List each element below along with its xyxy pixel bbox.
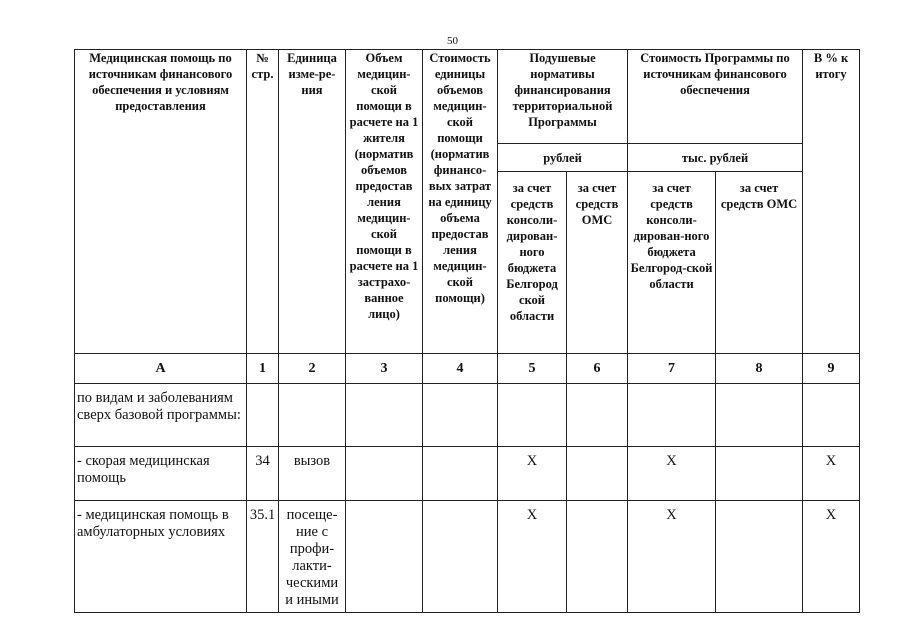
header-unit: Единица изме-ре-ния	[279, 50, 346, 354]
row-line-number: 34	[247, 447, 279, 501]
table-row	[75, 447, 860, 501]
row-cell	[567, 501, 628, 613]
row-cell	[567, 384, 628, 447]
column-number: 4	[423, 354, 498, 384]
row-unit: посеще-ние с профи-лакти-ческими и иными	[279, 501, 346, 613]
header-unit-thousand-rubles: тыс. рублей	[628, 144, 803, 172]
row-cell	[346, 384, 423, 447]
row-unit	[279, 384, 346, 447]
row-cell	[716, 501, 803, 613]
row-cell	[716, 447, 803, 501]
row-unit: вызов	[279, 447, 346, 501]
column-number: 6	[567, 354, 628, 384]
column-number: А	[75, 354, 247, 384]
header-oms-per-capita: за счет средств ОМС	[567, 172, 628, 354]
header-program-cost: Стоимость Программы по источникам финансового обеспечения	[628, 50, 803, 144]
column-number: 7	[628, 354, 716, 384]
row-cell	[628, 384, 716, 447]
row-cell: Х	[498, 501, 567, 613]
row-name: - медицинская помощь в амбулаторных условиях	[75, 501, 247, 613]
header-oms-cost: за счет средств ОМС	[716, 172, 803, 354]
column-number: 3	[346, 354, 423, 384]
row-cell	[423, 447, 498, 501]
column-number: 1	[247, 354, 279, 384]
row-cell	[346, 501, 423, 613]
row-line-number	[247, 384, 279, 447]
header-unit-rubles: рублей	[498, 144, 628, 172]
header-regional-budget-per-capita: за счет средств консоли-дирован-ного бюджета Белгород ской области	[498, 172, 567, 354]
row-cell	[498, 384, 567, 447]
row-cell	[803, 384, 860, 447]
row-cell	[346, 447, 423, 501]
row-cell: Х	[803, 447, 860, 501]
row-name: по видам и заболеваниям сверх базовой программы:	[75, 384, 247, 447]
header-volume: Объем медицин-ской помощи в расчете на 1 жителя (норматив объемов предостав ления медицин-ской помощи в расчете на 1 застрахо-ванное лицо)	[346, 50, 423, 354]
row-name: - скорая медицинская помощь	[75, 447, 247, 501]
row-line-number: 35.1	[247, 501, 279, 613]
row-cell	[423, 384, 498, 447]
header-care-type: Медицинская помощь по источникам финансового обеспечения и условиям предоставления	[75, 50, 247, 354]
header-per-capita-norms: Подушевые нормативы финансирования территориальной Программы	[498, 50, 628, 144]
row-cell: Х	[628, 501, 716, 613]
program-cost-table	[74, 49, 860, 613]
row-cell	[567, 447, 628, 501]
header-unit-cost: Стоимость единицы объемов медицин-ской помощи (норматив финансо-вых затрат на единицу объема предостав ления медицин-ской помощи)	[423, 50, 498, 354]
header-regional-budget-cost: за счет средств консоли-дирован-ного бюджета Белгород-ской области	[628, 172, 716, 354]
header-percent-of-total: В % к итогу	[803, 50, 860, 354]
column-number: 2	[279, 354, 346, 384]
table-row	[75, 501, 860, 613]
table-row	[75, 384, 860, 447]
row-cell: Х	[803, 501, 860, 613]
column-number: 5	[498, 354, 567, 384]
row-cell	[423, 501, 498, 613]
row-cell: Х	[498, 447, 567, 501]
column-number: 8	[716, 354, 803, 384]
column-number: 9	[803, 354, 860, 384]
row-cell: Х	[628, 447, 716, 501]
row-cell	[716, 384, 803, 447]
page-number: 50	[447, 35, 458, 47]
header-line-number: № стр.	[247, 50, 279, 354]
